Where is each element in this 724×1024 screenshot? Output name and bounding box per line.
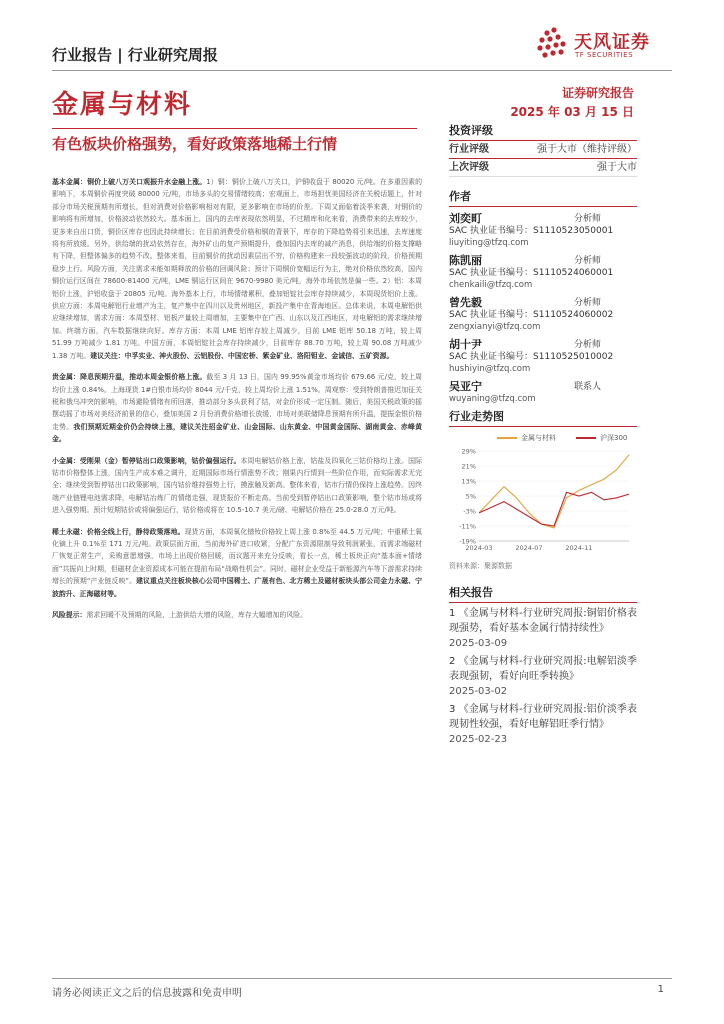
footer-divider — [52, 978, 672, 979]
y-tick-label: -11% — [459, 522, 476, 531]
legend-swatch — [497, 437, 517, 439]
breadcrumb: 行业报告 | 行业研究周报 — [52, 46, 218, 64]
author-role: 分析师 — [573, 256, 601, 266]
chart-source: 资料来源：聚源数据 — [449, 562, 512, 570]
x-tick-label: 2024-11 — [565, 544, 593, 552]
related-report-title: 2 《金属与材料-行业研究周报:电解铝淡季表现强韧，看好向旺季转换》 — [449, 656, 637, 682]
logo-text-en: TF SECURITIES — [575, 51, 634, 59]
logo-text-cn: 天风证券 — [574, 32, 650, 53]
rating-value: 强于大市（维持评级） — [537, 144, 637, 155]
section-recommendation: 建议关注：中孚实业、神火股份、云铝股份、中国宏桥、紫金矿业、洛阳钼业、金诚信、五矿资源。 — [90, 351, 394, 360]
author-name: 刘奕町 — [449, 212, 482, 225]
x-tick-label: 2024-07 — [515, 544, 543, 552]
author-email[interactable]: zengxianyi@tfzq.com — [449, 322, 541, 332]
section-text: 需求回暖不及预期的风险，上游供给大增的风险，库存大幅增加的风险。 — [86, 611, 307, 619]
section-title: 风险提示： — [52, 611, 87, 619]
author-name: 吴亚宁 — [449, 380, 482, 393]
rating-label: 上次评级 — [449, 162, 489, 173]
author-cert: SAC 执业证书编号：S1110524060001 — [449, 268, 614, 278]
legend-swatch — [576, 437, 596, 439]
author-role: 联系人 — [573, 382, 601, 392]
author-cert: SAC 执业证书编号：S1110523050001 — [449, 226, 614, 236]
y-tick-label: 21% — [461, 462, 476, 471]
rating-row-previous — [449, 159, 637, 177]
section-recommendation: 建议重点关注板块核心公司中国稀土、广晟有色、北方稀土及磁材板块头部公司金力永磁、宁波韵升、正海磁材等。 — [52, 577, 423, 598]
report-type: 证券研究报告 — [561, 86, 634, 100]
section-text: 截至 3 月 13 日，国内 99.95%黄金市场均价 679.66 元/克，较上周均价上涨 0.84%。上海现货 1#白银市场均价 8044 元/千克，较上周均价上涨 1.51%。周观察：受到特朗普推迟加征关税和俄乌冲突的影响，市场避险情绪有所回落，推动部分多头获利了结，对金价形成一定压制。随后，美国关税政策的摇摆动摇了市场对美经济前景的信心，叠加美国 2 月份消费价格增长放缓，市场对美联储降息预期有所升温，提振金银价格走势。 — [52, 373, 422, 431]
author-entry — [449, 255, 637, 291]
section-recommendation: 我们预期近期金价仍会持续上涨，建议关注招金矿业、山金国际、山东黄金、中国黄金国际、湖南黄金、赤峰黄金。 — [52, 422, 422, 444]
main-content — [52, 176, 422, 621]
legend-label: 金属与材料 — [521, 434, 556, 442]
author-cert: SAC 执业证书编号：S1110524060002 — [449, 310, 614, 320]
author-email[interactable]: wuyaning@tfzq.com — [449, 394, 536, 404]
author-role: 分析师 — [573, 298, 601, 308]
section-minor-metals — [52, 455, 422, 517]
section-title: 小金属：受刚果（金）暂停钴出口政策影响，钴价偏强运行。 — [52, 456, 241, 465]
rating-row-current — [449, 141, 637, 159]
footer-disclaimer[interactable]: 请务必阅读正文之后的信息披露和免责申明 — [52, 988, 242, 999]
author-name: 陈凯丽 — [449, 254, 482, 267]
report-date: 2025 年 03 月 15 日 — [510, 105, 634, 119]
related-report-item[interactable] — [449, 606, 637, 651]
header-divider — [52, 70, 672, 71]
trend-chart-block — [449, 408, 637, 571]
report-headline: 有色板块价格强势，看好政策落地稀土行情 — [52, 135, 338, 153]
rating-value: 强于大市 — [597, 162, 637, 173]
author-email[interactable]: hushiyin@tfzq.com — [449, 364, 531, 374]
related-report-date: 2025-02-23 — [449, 734, 508, 745]
author-email[interactable]: chenkaili@tfzq.com — [449, 280, 533, 290]
section-text: 本周电解钴价格上涨，钴盐及四氧化三钴价格均上涨。国际钴市价格整体上涨，国内生产成本难之调升，近期国际市场行情涨势不改；刚果内行情到一些阶位作用，而实际需求无完全；继续受到暂停钴出口政策影响，国内钴价维持强势上行，摸涨触及新高。整体来看，钴市行情仍保持上涨趋势。因终端产业链锂电池需求降，电解钴冶炼厂的情绪走强，现货报价不断走高。当前受到暂停钴出口政策影响，整个钴市场或将进入强势期。预计短期钴价或将偏强运行，钴价格或将在 10.5-10.7 美元/磅、电解钴价格在 25.0-28.0 万元/吨。 — [52, 456, 423, 515]
related-report-date: 2025-03-09 — [449, 638, 508, 649]
related-heading: 相关报告 — [449, 584, 637, 603]
section-text: 现货方面，本周氧化镨钕价格较上周上涨 0.8%至 44.5 万元/吨；中重稀土氧化镝上升 0.1%至 171 万元/吨。政策层面方面，当前海外矿进口收紧，分配广东资源限制导致利润紧张，而需求端磁材厂恢复正常生产，采购意愿增强，市场上出现价格回暖，而议题开来充分反映，看长一点，稀土板块正向“基本面+情绪面”共振向上时期，但磁材企业资源成本可能在提前布局“战略性机会”。同时，磁材企业受益于新能源汽车等下游需求持续增长的预期“产业链反映”。 — [52, 527, 422, 586]
authors-box — [449, 188, 637, 405]
y-tick-label: -3% — [463, 507, 476, 516]
trend-heading: 行业走势图 — [449, 408, 637, 427]
legend-item — [576, 433, 627, 443]
chart-legend — [497, 433, 637, 443]
author-entry — [449, 339, 637, 375]
section-title: 贵金属：降息预期升温，推动本周金银价格上涨。 — [52, 373, 207, 382]
related-reports — [449, 584, 637, 747]
author-entry — [449, 213, 637, 249]
title-divider — [52, 128, 417, 129]
author-entry — [449, 381, 637, 405]
section-title: 稀土永磁：价格全线上行，静待政策落地。 — [52, 527, 185, 536]
legend-label: 沪深300 — [600, 434, 628, 442]
section-risk — [52, 609, 422, 621]
page-number: 1 — [657, 984, 664, 995]
section-title: 基本金属：铜价上破八万关口观振升水金融上涨。 — [52, 178, 207, 186]
x-tick-label: 2024-03 — [465, 544, 493, 552]
section-rare-earth — [52, 526, 422, 600]
tf-logo-icon — [534, 24, 568, 62]
related-report-item[interactable] — [449, 654, 637, 699]
series-line-2 — [479, 492, 629, 526]
rating-label: 行业评级 — [449, 144, 489, 155]
legend-item — [497, 433, 556, 443]
related-report-date: 2025-03-02 — [449, 686, 508, 697]
author-name: 曾先毅 — [449, 296, 482, 309]
author-role: 分析师 — [573, 340, 601, 350]
y-tick-label: 5% — [465, 492, 476, 501]
related-report-title: 3 《金属与材料-行业研究周报:铝价淡季表现韧性较强，看好电解铝旺季行情》 — [449, 704, 637, 730]
rating-heading: 投资评级 — [449, 122, 637, 141]
section-text: 1）铜：铜价上破八万关口，沪铜收盘于 80020 元/吨。在多重因素的影响下，本周铜价再度突破 80000 元/吨，市场多头的交易情绪较高；宏观面上，市场担忧美国经济在关税话题上，针对部分市场关税预期有所增长，但对消费对价格影响相对有限，更多影响在市场的价差。下周又面临着淡季来袭，对铜价的影响将有所增加，价格波动依然较大。基本面上，国内的去库表现依然明显，不过精库和化来看，消费带来的去库较少，更多来自出口货，铜价区库存也因此持续增长；在目前消费受价格和铜的背景下，库存的下降趋势将引来迅速，去库速度将有所放缓。另外，供给端的扰动依然存在，海外矿山的复产预期提升，叠加国内去库的减产消息，供给端的价格支撑略有下降，但整体偏多的趋势不改。整体来看，目前铜价的扰动因素层出不穷，价格构建来一段较强波动的阶段，价格预期稳步上行。风险方面，关注需求未能如期释放的价格的回调风险；预计下周铜价宽幅运行为主，绝对价格依然较高，国内铜价运行区间在 78600-81400 元/吨，LME 铜运行区间在 9670-9980 美元/吨，海外市场依然是偏一些。2）铝：本周铝价上涨，沪铝收盘于 20805 元/吨。海外基本上行，市场情绪累积，叠加铝锭社会库存持续减少，本周现货铝价上涨。供应方面：本周电解铝行业增产为主，复产集中在四川以及贵州地区，新投产集中在青海地区。总体来说，本周电解铝供应继续增加，需求方面：本周型材、铝板产量较上周增加，主要集中在广西、山东以及江西地区，对电解铝的需求继续增加。终端方面，汽车数据继续向好。库存方面：本周 LME 铝库存较上周减少，目前 LME 铝库 50.18 万吨，较上周 51.99 万吨减少 1.81 万吨。中国方面，本周铝锭社会库存持续减少，目前库存 88.70 万吨，较上周 90.08 万吨减少 1.38 万吨。 — [52, 178, 422, 360]
section-base-metals — [52, 176, 422, 362]
y-tick-label: 29% — [461, 447, 476, 456]
trend-chart — [449, 445, 637, 557]
section-precious-metals — [52, 371, 422, 445]
author-role: 分析师 — [573, 214, 601, 224]
author-cert: SAC 执业证书编号：S1110525010002 — [449, 352, 614, 362]
related-report-title: 1 《金属与材料-行业研究周报:铜铝价格表现强势，看好基本金属行情持续性》 — [449, 608, 637, 634]
company-logo — [534, 24, 674, 64]
author-entry — [449, 297, 637, 333]
y-tick-label: 13% — [461, 477, 476, 486]
y-tick-label: -19% — [459, 537, 476, 546]
author-name: 胡十尹 — [449, 338, 482, 351]
rating-box — [449, 122, 637, 177]
author-email[interactable]: liuyiting@tfzq.com — [449, 238, 529, 248]
authors-heading: 作者 — [449, 188, 637, 207]
industry-title: 金属与材料 — [52, 90, 193, 120]
related-report-item[interactable] — [449, 702, 637, 747]
